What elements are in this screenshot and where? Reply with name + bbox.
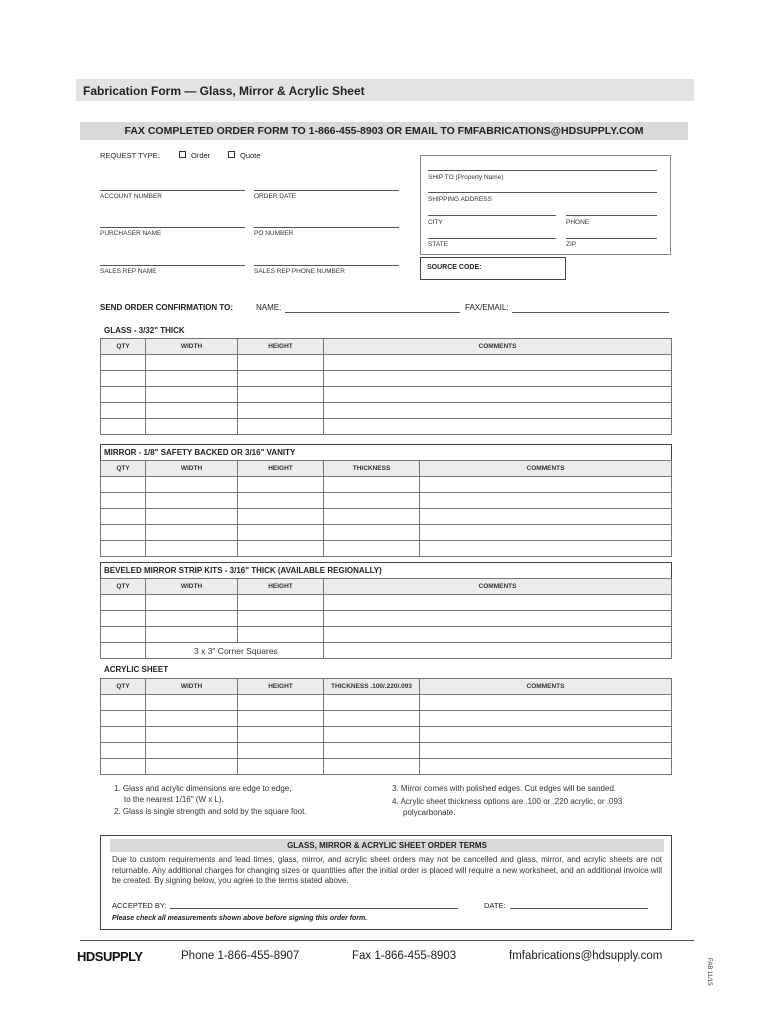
table-row — [101, 743, 672, 759]
beveled-section-title: BEVELED MIRROR STRIP KITS - 3/16" THICK (AVAILABLE REGIONALLY) — [104, 566, 382, 575]
zip-field[interactable] — [566, 238, 657, 239]
note-2: 2. Glass is single strength and sold by the square foot. — [114, 807, 307, 816]
table-row — [101, 759, 672, 775]
note-4-cont: polycarbonate. — [403, 808, 456, 817]
note-4: 4. Acrylic sheet thickness options are .100 or .220 acrylic, or .093 — [392, 797, 623, 806]
table-row — [101, 355, 672, 371]
table-row — [101, 371, 672, 387]
note-3: 3. Mirror comes with polished edges. Cut edges will be sanded. — [392, 784, 617, 793]
purchaser-name-field[interactable] — [100, 227, 245, 228]
table-row — [101, 493, 672, 509]
col-thickness: THICKNESS .100/.220/.093 — [324, 679, 420, 695]
col-qty: QTY — [101, 579, 146, 595]
table-row — [101, 477, 672, 493]
footer-fax: Fax 1-866-455-8903 — [352, 950, 457, 962]
shipping-address-label: SHIPPING ADDRESS — [428, 196, 492, 203]
col-comments: COMMENTS — [324, 579, 672, 595]
state-label: STATE — [428, 241, 448, 248]
footer-email[interactable]: fmfabrications@hdsupply.com — [509, 950, 663, 962]
ship-to-label: SHIP TO (Property Name) — [428, 174, 504, 181]
confirm-name-field[interactable] — [285, 312, 460, 313]
confirm-name-label: NAME: — [256, 303, 282, 312]
confirm-fax-email-label: FAX/EMAIL: — [465, 303, 509, 312]
footer-divider — [80, 940, 694, 941]
glass-section-title: GLASS - 3/32" THICK — [104, 326, 185, 335]
col-comments: COMMENTS — [420, 679, 672, 695]
confirm-fax-email-field[interactable] — [512, 312, 669, 313]
col-height: HEIGHT — [238, 461, 324, 477]
table-row — [101, 419, 672, 435]
col-qty: QTY — [101, 461, 146, 477]
table-row — [101, 595, 672, 611]
col-height: HEIGHT — [238, 679, 324, 695]
terms-text: Due to custom requirements and lead times, glass, mirror, and acrylic sheet orders may not be cancelled and glass, mirror, and acrylic sheets are not returnable. Any additional charges for changing sizes or quantities after the initial order is placed will require a new worksheet, and an additional invoice will be created. By signing below, you agree to the terms stated above. — [112, 855, 662, 885]
purchaser-name-label: PURCHASER NAME — [100, 230, 162, 237]
phone-label: PHONE — [566, 219, 590, 226]
col-width: WIDTH — [146, 679, 238, 695]
sales-rep-name-label: SALES REP NAME — [100, 268, 157, 275]
sales-rep-phone-label: SALES REP PHONE NUMBER — [254, 268, 345, 275]
city-field[interactable] — [428, 215, 556, 216]
table-row — [101, 387, 672, 403]
col-comments: COMMENTS — [420, 461, 672, 477]
table-row — [101, 525, 672, 541]
order-date-field[interactable] — [254, 190, 399, 191]
check-measurements-note: Please check all measurements shown above before signing this order form. — [112, 915, 368, 922]
terms-title: GLASS, MIRROR & ACRYLIC SHEET ORDER TERMS — [287, 841, 487, 850]
beveled-table — [100, 578, 672, 659]
table-row — [101, 711, 672, 727]
quote-checkbox[interactable] — [228, 151, 235, 158]
col-thickness: THICKNESS — [324, 461, 420, 477]
po-number-field[interactable] — [254, 227, 399, 228]
page-title: Fabrication Form — Glass, Mirror & Acrylic Sheet — [83, 84, 365, 98]
col-width: WIDTH — [146, 339, 238, 355]
hd-supply-logo: HDSUPPLY — [77, 949, 143, 964]
glass-table — [100, 338, 672, 435]
order-label: Order — [191, 151, 211, 160]
account-number-label: ACCOUNT NUMBER — [100, 193, 162, 200]
acrylic-table — [100, 678, 672, 775]
sales-rep-name-field[interactable] — [100, 265, 245, 266]
mirror-section-title: MIRROR - 1/8" SAFETY BACKED OR 3/16" VANITY — [104, 448, 296, 457]
col-qty: QTY — [101, 679, 146, 695]
table-row — [101, 643, 672, 659]
phone-field[interactable] — [566, 215, 657, 216]
source-code-label: SOURCE CODE: — [427, 264, 482, 271]
table-row — [101, 627, 672, 643]
quote-label: Quote — [240, 151, 261, 160]
acrylic-section-title: ACRYLIC SHEET — [104, 665, 169, 674]
table-row — [101, 695, 672, 711]
shipping-address-field[interactable] — [428, 192, 657, 193]
table-row — [101, 541, 672, 557]
po-number-label: PO NUMBER — [254, 230, 294, 237]
fax-instructions: FAX COMPLETED ORDER FORM TO 1-866-455-8903 OR EMAIL TO FMFABRICATIONS@HDSUPPLY.COM — [124, 125, 644, 137]
table-row — [101, 727, 672, 743]
city-label: CITY — [428, 219, 443, 226]
date-label: DATE: — [484, 901, 506, 910]
footer-phone: Phone 1-866-455-8907 — [181, 950, 300, 962]
form-number: FAB 11/15 — [706, 958, 712, 986]
col-qty: QTY — [101, 339, 146, 355]
ship-to-field[interactable] — [428, 170, 657, 171]
col-width: WIDTH — [146, 461, 238, 477]
state-field[interactable] — [428, 238, 556, 239]
col-height: HEIGHT — [238, 339, 324, 355]
order-checkbox[interactable] — [179, 151, 186, 158]
col-height: HEIGHT — [238, 579, 324, 595]
mirror-table — [100, 460, 672, 557]
sales-rep-phone-field[interactable] — [254, 265, 399, 266]
accepted-by-label: ACCEPTED BY: — [112, 901, 167, 910]
table-row — [101, 403, 672, 419]
table-row — [101, 509, 672, 525]
send-confirmation-label: SEND ORDER CONFIRMATION TO: — [100, 303, 234, 312]
corner-squares-note: 3 x 3" Corner Squares — [146, 643, 324, 659]
note-1: 1. Glass and acrylic dimensions are edge to edge, — [114, 784, 292, 793]
date-field[interactable] — [510, 908, 648, 909]
order-date-label: ORDER DATE — [254, 193, 297, 200]
accepted-by-field[interactable] — [170, 908, 458, 909]
request-type-label: REQUEST TYPE: — [100, 151, 160, 160]
col-width: WIDTH — [146, 579, 238, 595]
account-number-field[interactable] — [100, 190, 245, 191]
table-row — [101, 611, 672, 627]
note-1-cont: to the nearest 1/16" (W x L). — [124, 795, 224, 804]
col-comments: COMMENTS — [324, 339, 672, 355]
zip-label: ZIP — [566, 241, 577, 248]
